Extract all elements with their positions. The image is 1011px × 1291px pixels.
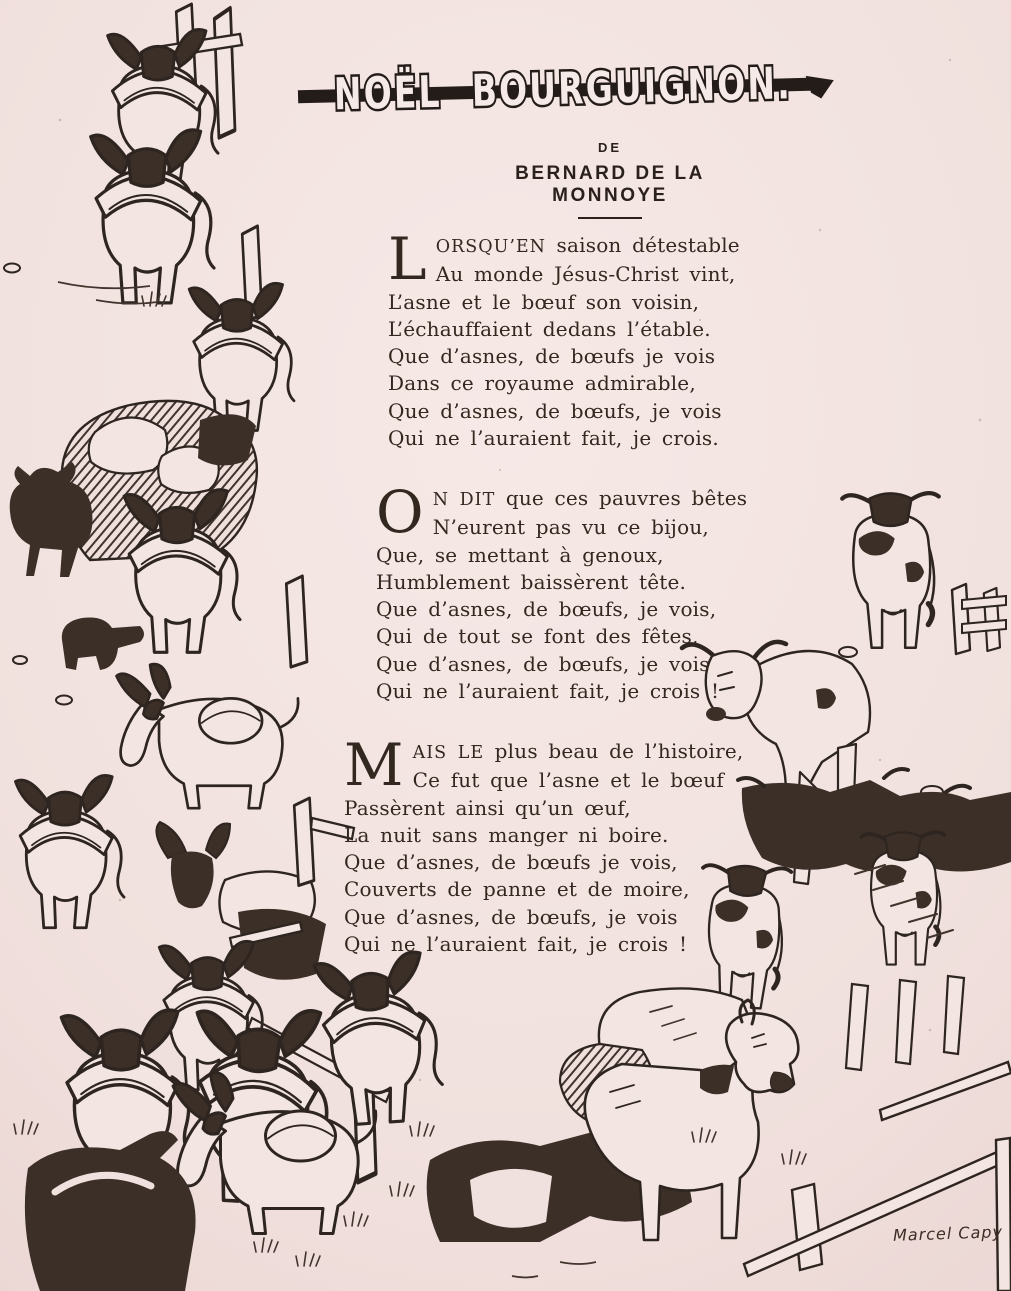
poem-line: Passèrent ainsi qu’un œuf, xyxy=(344,795,631,820)
poem-line: ORSQU’EN saison détestable xyxy=(435,233,740,257)
poem-line: Ce fut que l’asne et le bœuf xyxy=(412,768,724,793)
poem-line: Couverts de panne et de moire, xyxy=(344,877,690,902)
poem-line: N DIT que ces pauvres bêtes xyxy=(432,486,748,510)
poem-line: L’asne et le bœuf son voisin, xyxy=(388,289,700,314)
poem-line: N’eurent pas vu ce bijou, xyxy=(432,515,709,540)
poem-line: Que d’asnes, de bœufs, je vois xyxy=(376,651,710,676)
poem-line: Que d’asnes, de bœufs, je vois xyxy=(344,904,678,929)
title-banner xyxy=(0,0,1011,150)
drop-cap: O xyxy=(376,478,424,546)
poem-line: AIS LE plus beau de l’histoire, xyxy=(412,739,744,763)
drop-cap: M xyxy=(344,731,404,799)
poem-line: Dans ce royaume admirable, xyxy=(388,371,696,396)
poem-stanza-2 xyxy=(376,478,796,705)
poem-stanza-3 xyxy=(344,731,764,958)
poem-line: Que, se mettant à genoux, xyxy=(376,542,664,567)
poem-line: Qui ne l’auraient fait, je crois ! xyxy=(376,679,720,704)
poem-line: Qui de tout se font des fêtes, xyxy=(376,624,699,649)
author-name: BERNARD DE LA MONNOYE xyxy=(515,163,705,206)
poem-line: Au monde Jésus-Christ vint, xyxy=(435,262,736,287)
poem-line: La nuit sans manger ni boire. xyxy=(344,822,669,847)
byline-prefix: DE xyxy=(597,140,623,155)
poem-line: Qui ne l’auraient fait, je crois ! xyxy=(344,932,688,957)
page-title: NOËL BOURGUIGNON. xyxy=(333,54,948,121)
artist-signature: Marcel Capy xyxy=(892,1222,1004,1245)
poem-line: Qui ne l’auraient fait, je crois. xyxy=(388,426,719,451)
poem-line: Que d’asnes, de bœufs, je vois, xyxy=(376,597,717,622)
poem-line: L’échauffaient dedans l’étable. xyxy=(388,316,711,341)
poem-line: Que d’asnes, de bœufs je vois, xyxy=(344,850,678,875)
title-bar-end-hook xyxy=(806,75,835,99)
byline-rule xyxy=(578,217,642,219)
drop-cap: L xyxy=(388,225,427,293)
poem-line: Que d’asnes, de bœufs je vois xyxy=(388,344,716,369)
poem-line: Que d’asnes, de bœufs, je vois xyxy=(388,398,722,423)
poem-line: Humblement baissèrent tête. xyxy=(376,569,687,594)
poem-stanza-1 xyxy=(388,225,808,452)
byline xyxy=(455,140,765,219)
